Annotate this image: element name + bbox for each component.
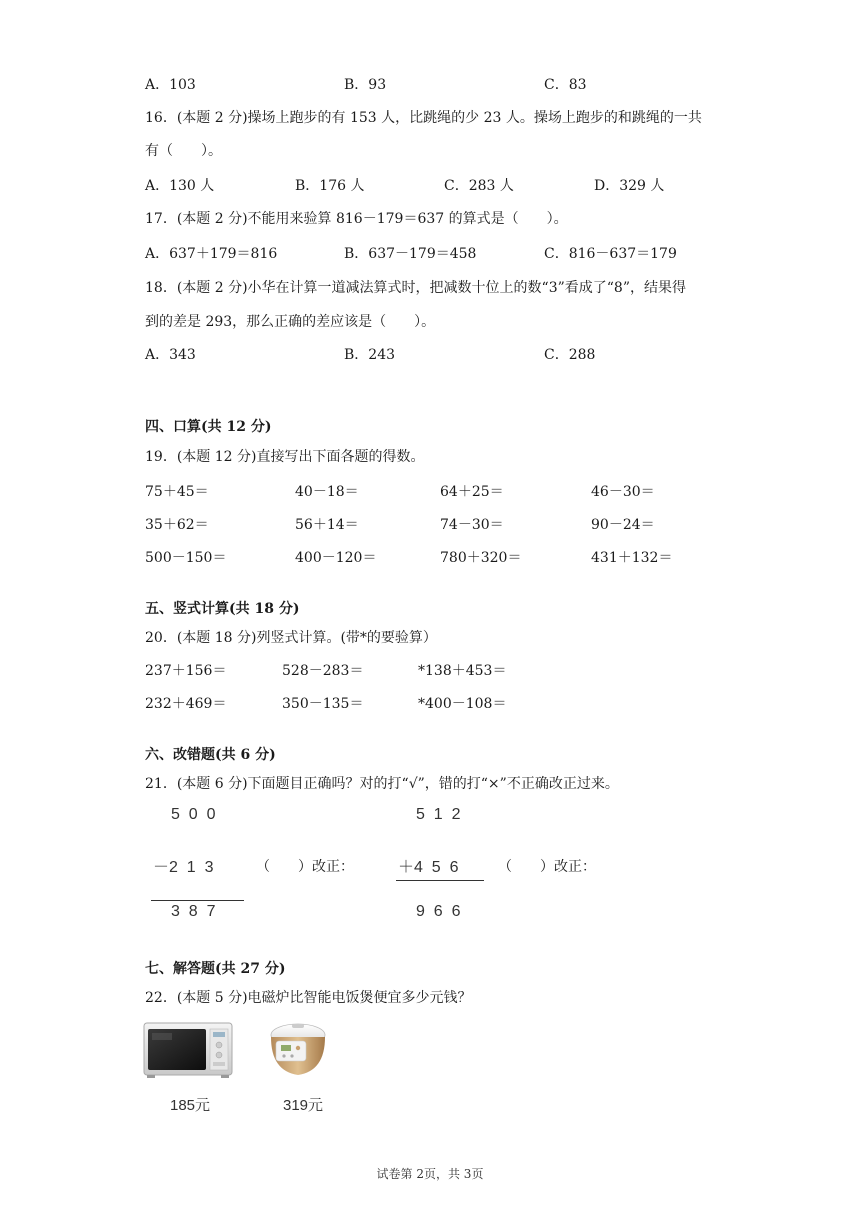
q21-text: 21．(本题 6 分)下面题目正确吗？对的打“√”，错的打“×”不正确改正过来。 <box>145 776 619 792</box>
q16-option-a: A．130 人 <box>145 178 215 194</box>
q20-item: 350－135＝ <box>282 696 364 712</box>
q18-text-line1: 18．(本题 2 分)小华在计算一道减法算式时，把减数十位上的数“3”看成了“8”，结果得 <box>145 280 686 296</box>
q19-item: 40－18＝ <box>295 484 359 500</box>
calc2-bottom-number: ＋4 5 6 <box>398 859 459 876</box>
q19-item: 35＋62＝ <box>145 517 209 533</box>
q15-option-b: B．93 <box>344 77 387 93</box>
q19-item: 46－30＝ <box>591 484 655 500</box>
q20-item: 237＋156＝ <box>145 663 227 679</box>
q20-item: *138＋453＝ <box>418 663 507 679</box>
q16-text-line1: 16．(本题 2 分)操场上跑步的有 153 人，比跳绳的少 23 人。操场上跑步的和跳绳的一共 <box>145 110 702 126</box>
calc1-divider-line <box>151 900 244 901</box>
q15-option-c: C．83 <box>544 77 587 93</box>
q19-item: 780＋320＝ <box>440 550 522 566</box>
calc1-fix-label: （ ）改正： <box>256 859 354 875</box>
microwave-price: 185元 <box>170 1097 211 1114</box>
q16-option-d: D．329 人 <box>594 178 665 194</box>
calc1-result: 3 8 7 <box>171 903 216 920</box>
calc2-divider-line <box>396 880 484 881</box>
q16-option-c: C．283 人 <box>444 178 514 194</box>
section6-title: 六、改错题(共 6 分) <box>145 747 276 763</box>
q17-text: 17．(本题 2 分)不能用来验算 816－179＝637 的算式是（ ）。 <box>145 211 568 227</box>
q19-item: 56＋14＝ <box>295 517 359 533</box>
rice-cooker-price: 319元 <box>283 1097 324 1114</box>
calc2-fix-label: （ ）改正： <box>498 859 596 875</box>
q17-option-a: A．637＋179＝816 <box>145 246 278 262</box>
q20-item: 528－283＝ <box>282 663 364 679</box>
q16-option-b: B．176 人 <box>295 178 365 194</box>
q18-option-a: A．343 <box>145 347 196 363</box>
calc2-top-number: 5 1 2 <box>416 806 461 823</box>
section5-title: 五、竖式计算(共 18 分) <box>145 601 300 617</box>
q19-item: 90－24＝ <box>591 517 655 533</box>
rice-cooker-image <box>265 1021 331 1079</box>
q19-item: 500－150＝ <box>145 550 227 566</box>
q19-item: 64＋25＝ <box>440 484 504 500</box>
q19-item: 74－30＝ <box>440 517 504 533</box>
page-footer: 试卷第 2页，共 3页 <box>376 1167 484 1181</box>
q19-text: 19．(本题 12 分)直接写出下面各题的得数。 <box>145 449 425 465</box>
q19-item: 400－120＝ <box>295 550 377 566</box>
q18-option-c: C．288 <box>544 347 596 363</box>
calc2-result: 9 6 6 <box>416 903 461 920</box>
q20-item: 232＋469＝ <box>145 696 227 712</box>
microwave-image <box>143 1021 233 1079</box>
q19-item: 431＋132＝ <box>591 550 673 566</box>
q17-option-b: B．637－179＝458 <box>344 246 477 262</box>
q20-item: *400－108＝ <box>418 696 507 712</box>
q18-text-line2: 到的差是 293，那么正确的差应该是（ ）。 <box>145 314 436 330</box>
calc1-top-number: 5 0 0 <box>171 806 216 823</box>
q19-item: 75＋45＝ <box>145 484 209 500</box>
section7-title: 七、解答题(共 27 分) <box>145 961 286 977</box>
q18-option-b: B．243 <box>344 347 396 363</box>
q22-text: 22．(本题 5 分)电磁炉比智能电饭煲便宜多少元钱？ <box>145 990 472 1006</box>
q20-text: 20．(本题 18 分)列竖式计算。(带*的要验算） <box>145 630 437 646</box>
q16-text-line2: 有（ ）。 <box>145 143 222 159</box>
q15-option-a: A．103 <box>145 77 196 93</box>
q17-option-c: C．816－637＝179 <box>544 246 677 262</box>
calc1-bottom-number: －2 1 3 <box>153 859 214 876</box>
section4-title: 四、口算(共 12 分) <box>145 419 272 435</box>
